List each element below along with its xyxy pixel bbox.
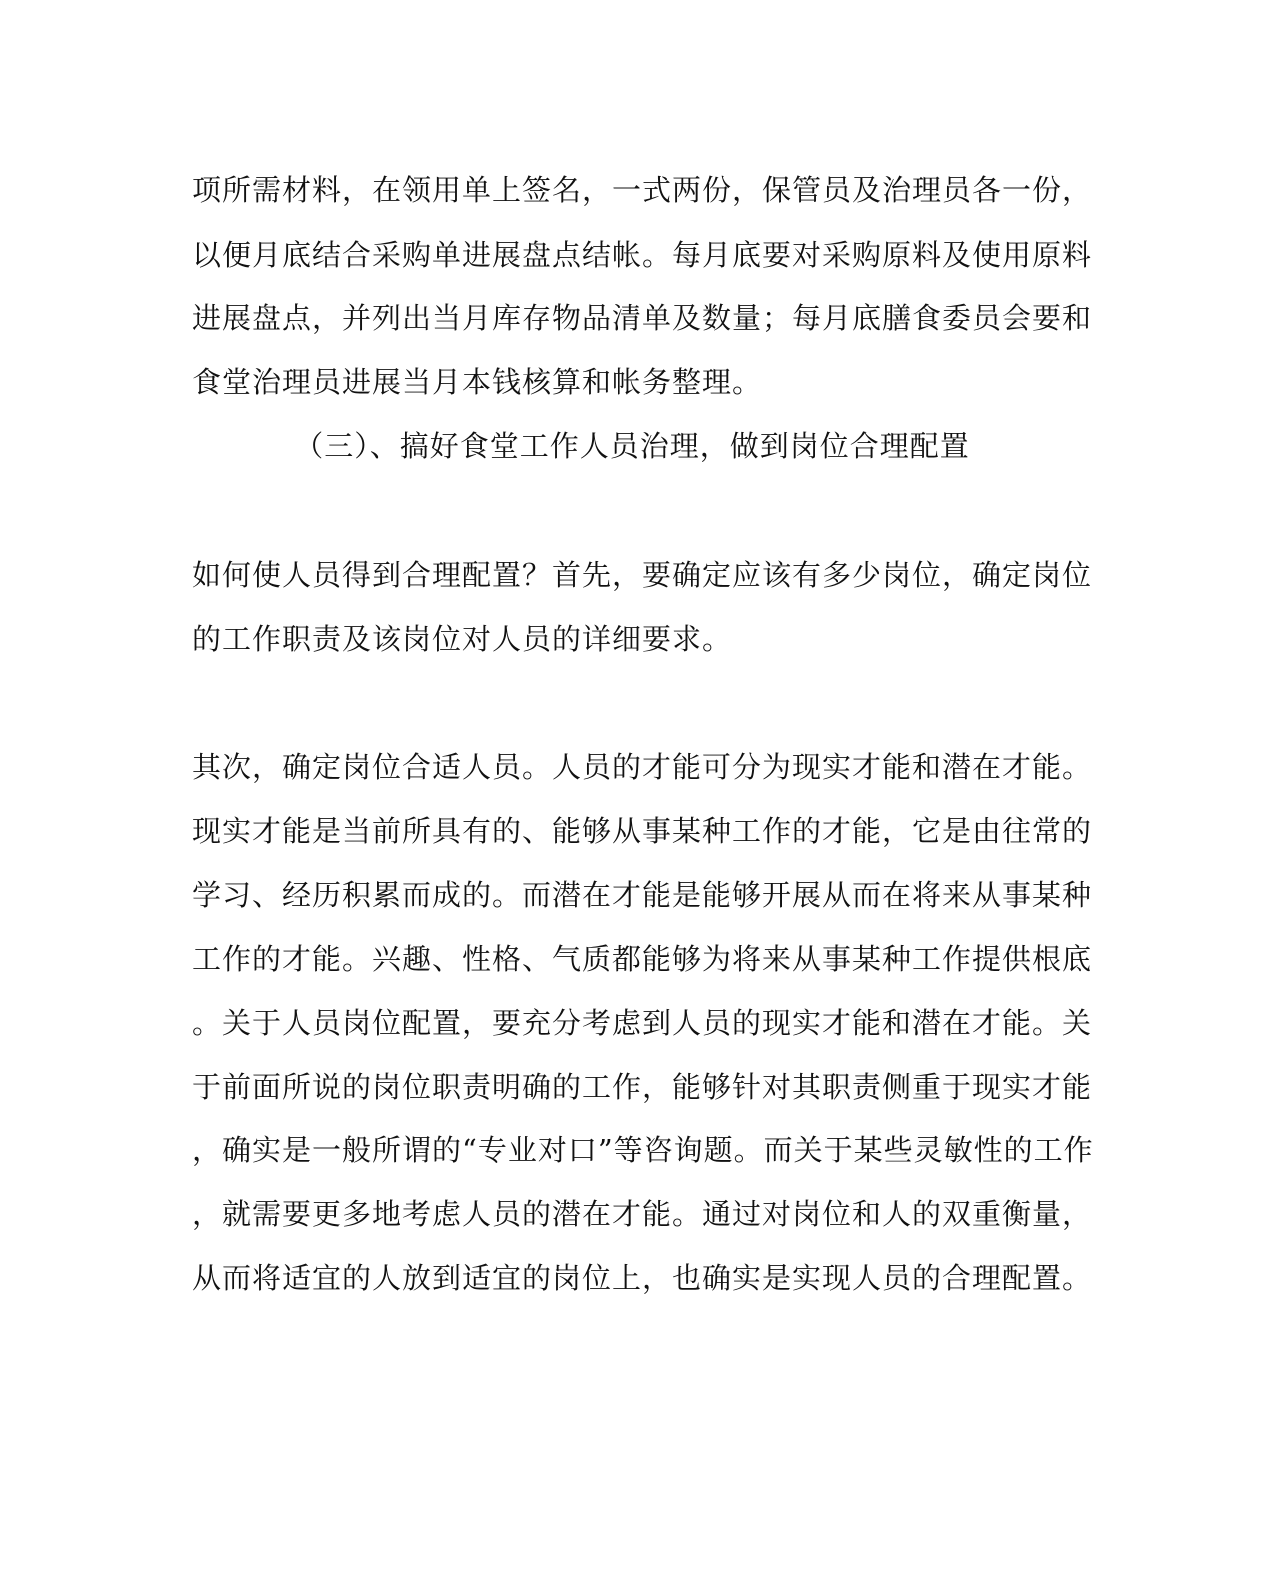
paragraph-line: 项所需材料，在领用单上签名，一式两份，保管员及治理员各一份， xyxy=(192,173,1093,207)
section-heading: （三）、搞好食堂工作人员治理，做到岗位合理配置 xyxy=(294,429,970,463)
paragraph-line: 如何使人员得到合理配置？首先，要确定应该有多少岗位，确定岗位 xyxy=(192,558,1093,592)
paragraph-line: ，就需要更多地考虑人员的潜在才能。通过对岗位和人的双重衡量， xyxy=(192,1197,1093,1231)
paragraph-line: 工作的才能。兴趣、性格、气质都能够为将来从事某种工作提供根底 xyxy=(192,942,1093,976)
paragraph-line: 进展盘点，并列出当月库存物品清单及数量；每月底膳食委员会要和 xyxy=(192,301,1093,335)
paragraph-line: 食堂治理员进展当月本钱核算和帐务整理。 xyxy=(192,365,763,399)
paragraph-line: 学习、经历积累而成的。而潜在才能是能够开展从而在将来从事某种 xyxy=(192,878,1093,912)
paragraph-line: 以便月底结合采购单进展盘点结帐。每月底要对采购原料及使用原料 xyxy=(192,238,1093,272)
paragraph-line: 从而将适宜的人放到适宜的岗位上，也确实是实现人员的合理配置。 xyxy=(192,1261,1093,1295)
paragraph-line: 于前面所说的岗位职责明确的工作，能够针对其职责侧重于现实才能 xyxy=(192,1070,1093,1104)
paragraph-line: 。关于人员岗位配置，要充分考虑到人员的现实才能和潜在才能。关 xyxy=(192,1006,1093,1040)
paragraph-line: 其次，确定岗位合适人员。人员的才能可分为现实才能和潜在才能。 xyxy=(192,750,1093,784)
paragraph-line: 现实才能是当前所具有的、能够从事某种工作的才能，它是由往常的 xyxy=(192,814,1093,848)
paragraph-line: ，确实是一般所谓的“专业对口”等咨询题。而关于某些灵敏性的工作 xyxy=(192,1133,1094,1167)
paragraph-line: 的工作职责及该岗位对人员的详细要求。 xyxy=(192,622,733,656)
